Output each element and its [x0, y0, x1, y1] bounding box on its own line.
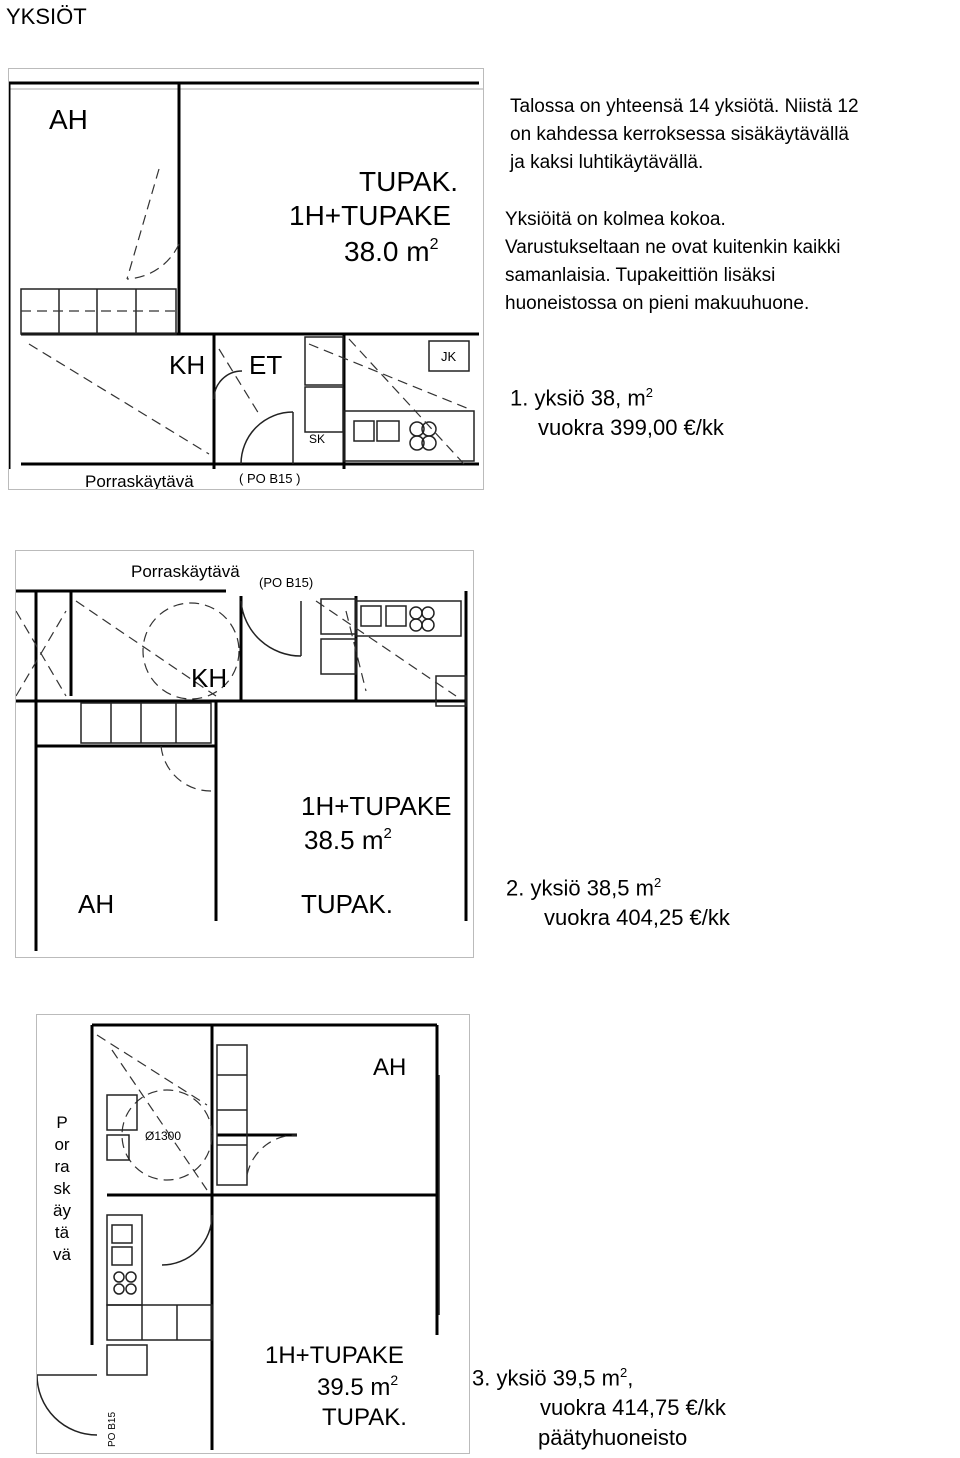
- intro-line: Talossa on yhteensä 14 yksiötä. Niistä 12: [510, 96, 859, 117]
- unit-2-size: 2. yksiö 38,5 $m^2$: [506, 875, 662, 901]
- room-label-ah: AH: [78, 889, 115, 919]
- corridor-label: Porraskäytävä: [131, 562, 240, 581]
- intro-line: Yksiöitä on kolmea kokoa.: [505, 209, 726, 230]
- po-label: ( PO B15 ): [239, 471, 301, 486]
- unit-type-label: 1H+TUPAKE: [289, 200, 452, 231]
- floor-plan-unit-3: [36, 1014, 470, 1454]
- unit-2-rent: vuokra 404,25 €/kk: [544, 905, 730, 931]
- unit-3-size: 3. yksiö 39,5 $m^2$,: [472, 1365, 634, 1391]
- floor-plan-unit-2: [15, 550, 474, 958]
- unit-type-label: 1H+TUPAKE: [301, 791, 452, 821]
- room-label-tupak: TUPAK.: [322, 1404, 407, 1431]
- unit-3-info: [472, 1358, 726, 1453]
- corridor-label: Porraskäytävä: [85, 472, 194, 489]
- unit-area-label: 39.5 $m^2$: [317, 1372, 399, 1401]
- unit-area-label: 38.0 $m^2$: [344, 236, 439, 267]
- room-label-sk: SK: [309, 432, 326, 446]
- intro-line: ja kaksi luhtikäytävällä.: [510, 152, 704, 173]
- intro-paragraph-2: [505, 206, 841, 318]
- floor-plan-unit-1: [8, 68, 484, 490]
- intro-line: samanlaisia. Tupakeittiön lisäksi: [505, 265, 776, 286]
- vertical-corridor-label: Porraskäytävä: [53, 1113, 71, 1264]
- intro-line: huoneistossa on pieni makuuhuone.: [505, 293, 810, 314]
- unit-2-info: [506, 868, 730, 933]
- intro-line: on kahdessa kerroksessa sisäkäytävällä: [510, 124, 850, 145]
- intro-line: Varustukseltaan ne ovat kuitenkin kaikki: [505, 237, 841, 258]
- unit-1-rent: vuokra 399,00 €/kk: [538, 415, 724, 441]
- room-label-jk: JK: [441, 349, 457, 364]
- room-label-ah: AH: [49, 104, 88, 135]
- room-label-tupak: TUPAK.: [301, 889, 393, 919]
- room-label-ah: AH: [373, 1054, 407, 1081]
- page-title: YKSIÖT: [6, 4, 87, 29]
- intro-paragraph-1: [510, 93, 859, 177]
- room-label-tupak: TUPAK.: [359, 166, 459, 197]
- unit-1-size: 1. yksiö 38, $m^2$: [510, 385, 653, 411]
- po-label: (PO B15): [259, 575, 314, 590]
- diameter-label: Ø1300: [145, 1129, 182, 1143]
- room-label-kh: KH: [191, 663, 228, 693]
- room-label-et: ET: [249, 350, 283, 380]
- unit-type-label: 1H+TUPAKE: [265, 1342, 404, 1369]
- unit-3-rent: vuokra 414,75 €/kk: [540, 1395, 726, 1421]
- unit-3-note: päätyhuoneisto: [538, 1425, 688, 1451]
- unit-1-info: [510, 378, 724, 443]
- po-label: PO B15: [107, 1411, 118, 1447]
- room-label-kh: KH: [169, 350, 206, 380]
- unit-area-label: 38.5 $m^2$: [304, 825, 392, 855]
